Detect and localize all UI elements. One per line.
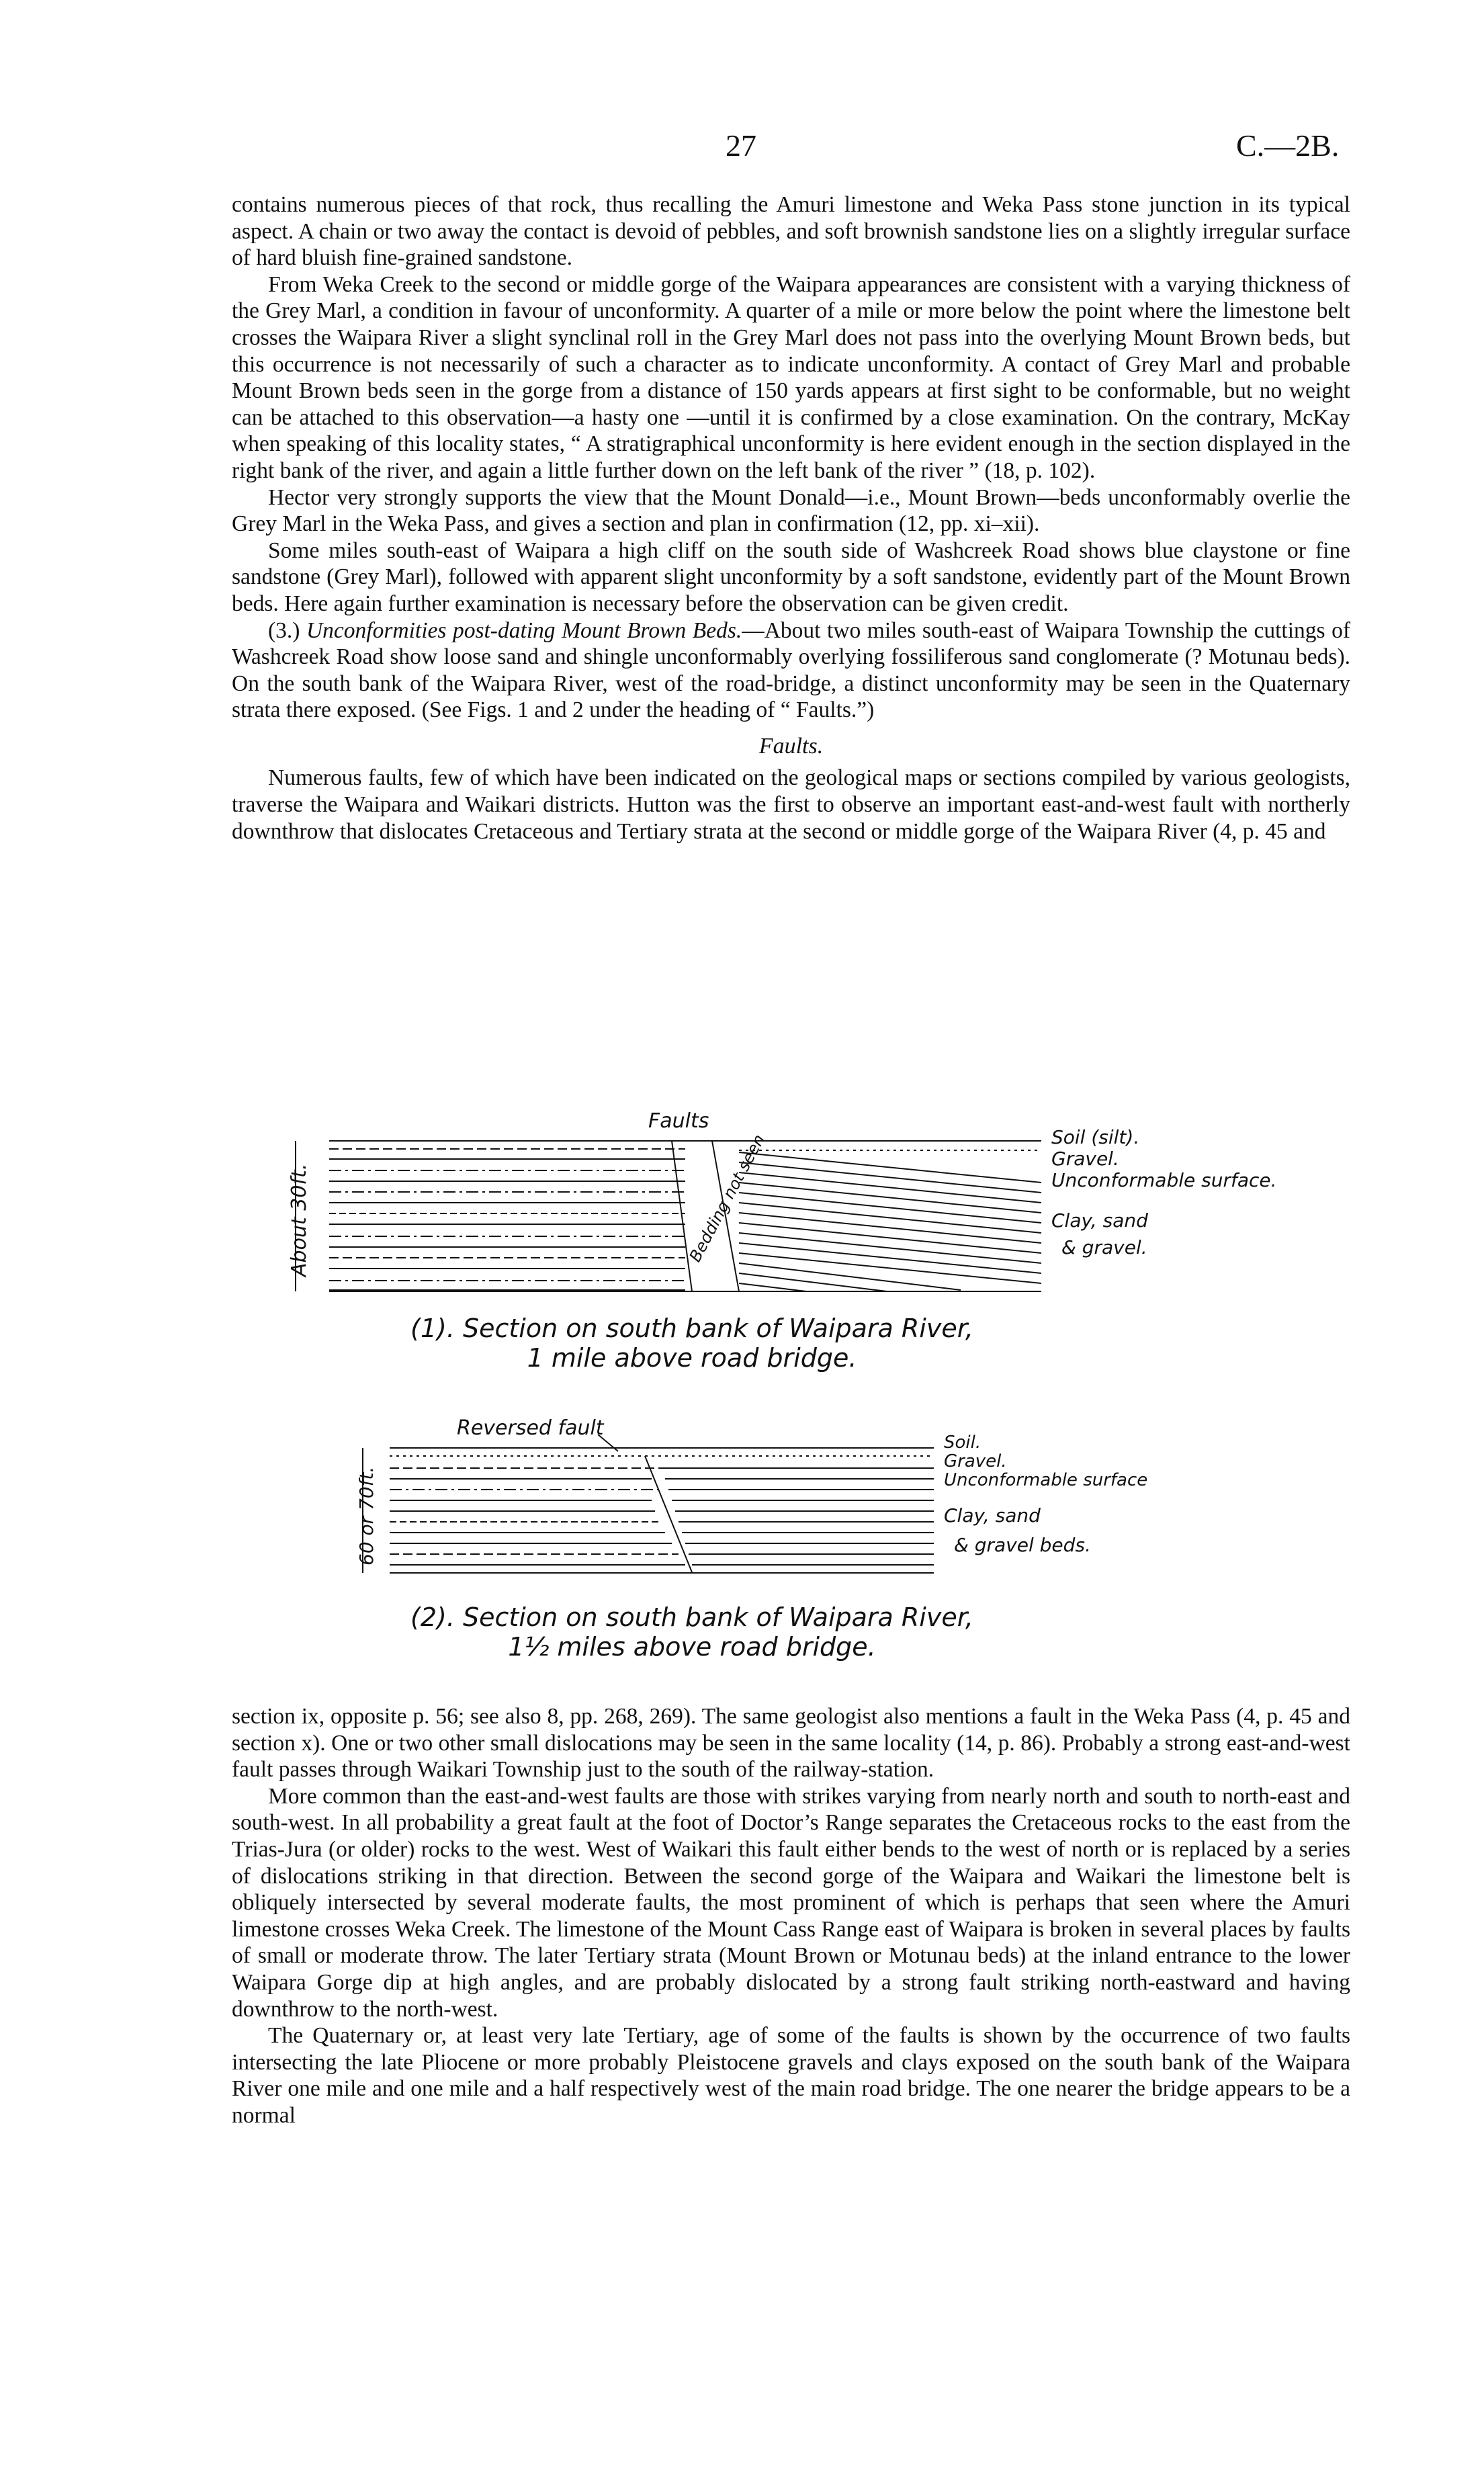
paragraph: More common than the east-and-west faults are those with strikes varying from nearly north and south to north-east and south-west. In all probability a great fault at the foot of Doctor’s Range separates the Cretaceous rocks to the east from the Trias-Jura (or older) rocks to the west. West of Waikari this fault either bends to the west of north or is replaced by a series of dislocations striking in that direction. Between the second gorge of the Waipara and Waikari the limestone belt is obliquely intersected by several moderate faults, the most prominent of which is perhaps that seen where the Amuri limestone crosses Weka Creek. The limestone of the Mount Cass Range east of Waipara is broken in several places by faults of small or moderate throw. The later Tertiary strata (Mount Brown or Motunau beds) at the inland entrance to the lower Waipara Gorge dip at high angles, and are probably dislocated by a strong fault striking north-eastward and having downthrow to the north-west. <box>232 1783 1350 2022</box>
figure-1-label: Clay, sand <box>1051 1209 1148 1232</box>
caption-line: (2). Section on south bank of Waipara River, <box>410 1602 973 1632</box>
text-block-bottom <box>232 1703 1350 2129</box>
figure-1-label: Soil (silt). <box>1051 1126 1140 1148</box>
section-body: —About two miles south-east of Waipara Township the cuttings of Washcreek Road show loose sand and shingle unconformably overlying fossiliferous sand conglomerate (? Motunau beds). On the south bank of the Waipara River, west of the road-bridge, a distinct unconformity may be seen in the Quaternary strata there exposed. (See Figs. 1 and 2 under the heading of “ Faults.”) <box>232 617 1350 723</box>
caption-line: 1½ miles above road bridge. <box>508 1632 876 1662</box>
caption-line: (1). Section on south bank of Waipara River, <box>410 1314 973 1343</box>
figure-2-label: & gravel beds. <box>954 1534 1091 1556</box>
section-title: Unconformities post-dating Mount Brown Beds. <box>306 617 742 643</box>
figure-1-label: & gravel. <box>1061 1236 1147 1258</box>
figure-1-label: Gravel. <box>1051 1148 1119 1170</box>
paragraph: section ix, opposite p. 56; see also 8, pp. 268, 269). The same geologist also mentions a fault in the Weka Pass (4, p. 45 and section x). One or two other small dislocations may be seen in the same locality (14, p. 86). Probably a strong east-and-west fault passes through Waikari Township just to the south of the railway-station. <box>232 1704 1350 1783</box>
text-block-top <box>232 191 1350 845</box>
paragraph: From Weka Creek to the second or middle gorge of the Waipara appearances are consistent with a varying thickness of the Grey Marl, a condition in favour of unconformity. A quarter of a mile or more below the point where the limestone belt crosses the Waipara River a slight synclinal roll in the Grey Marl does not pass into the overlying Mount Brown beds, but this occurrence is not necessarily of such a character as to indicate unconformity. A contact of Grey Marl and probable Mount Brown beds seen in the gorge from a distance of 150 yards appears at first sight to be conformable, but no weight can be attached to this observation—a hasty one —until it is confirmed by a close examination. On the contrary, McKay when speaking of this locality states, “ A stratigraphical unconformity is here evident enough in the section displayed in the right bank of the river, and again a little further down on the left bank of the river ” (18, p. 102). <box>232 271 1350 483</box>
figure-1-caption <box>336 1314 1048 1373</box>
figure-2-caption <box>336 1602 1048 1662</box>
figure-1-title: Faults <box>648 1109 709 1133</box>
paragraph <box>232 617 1350 724</box>
figure-1-height: About 30ft. <box>288 1163 311 1277</box>
figure-2-label: Unconformable surface <box>944 1470 1148 1490</box>
figure-2-section <box>336 1414 1276 1602</box>
figure-2-title: Reversed fault <box>457 1416 604 1440</box>
figure-2-label: Clay, sand <box>944 1504 1041 1527</box>
section-number: (3.) <box>268 617 300 643</box>
figure-2-height: 60 or 70ft. <box>355 1466 378 1566</box>
section-heading: Faults. <box>758 733 824 759</box>
page-number: 27 <box>726 128 756 163</box>
paragraph: Some miles south-east of Waipara a high cliff on the south side of Washcreek Road shows blue claystone or fine sandstone (Grey Marl), followed with apparent slight unconformity by a soft sandstone, evidently part of the Mount Brown beds. Here again further examination is necessary before the observation can be given credit. <box>232 538 1350 616</box>
paragraph: contains numerous pieces of that rock, thus recalling the Amuri limestone and Weka Pass stone junction in its typical aspect. A chain or two away the contact is devoid of pebbles, and soft brownish sandstone lies on a slightly irregular surface of hard bluish fine-grained sandstone. <box>232 192 1350 271</box>
caption-line: 1 mile above road bridge. <box>527 1343 857 1373</box>
paragraph: The Quaternary or, at least very late Tertiary, age of some of the faults is shown by the occurrence of two faults intersecting the late Pliocene or more probably Pleistocene gravels and clays exposed on the south bank of the Waipara River one mile and one mile and a half respectively west of the main road bridge. The one nearer the bridge appears to be a normal <box>232 2023 1350 2128</box>
figure-2-label: Gravel. <box>944 1451 1007 1471</box>
figure-1-section <box>269 1109 1344 1317</box>
document-code: C.—2B. <box>1236 128 1340 163</box>
figure-1-label: Unconformable surface. <box>1051 1169 1277 1191</box>
paragraph: Hector very strongly supports the view that the Mount Donald—i.e., Mount Brown—beds unconformably overlie the Grey Marl in the Weka Pass, and gives a section and plan in confirmation (12, pp. xi–xii). <box>232 484 1350 537</box>
figure-2-label: Soil. <box>944 1432 981 1453</box>
paragraph: Numerous faults, few of which have been indicated on the geological maps or sections compiled by various geologists, traverse the Waipara and Waikari districts. Hutton was the first to observe an important east-and-west fault with northerly downthrow that dislocates Cretaceous and Tertiary strata at the second or middle gorge of the Waipara River (4, p. 45 and <box>232 765 1350 844</box>
figure-1-bedding-note: Bedding not seen <box>685 1131 769 1265</box>
